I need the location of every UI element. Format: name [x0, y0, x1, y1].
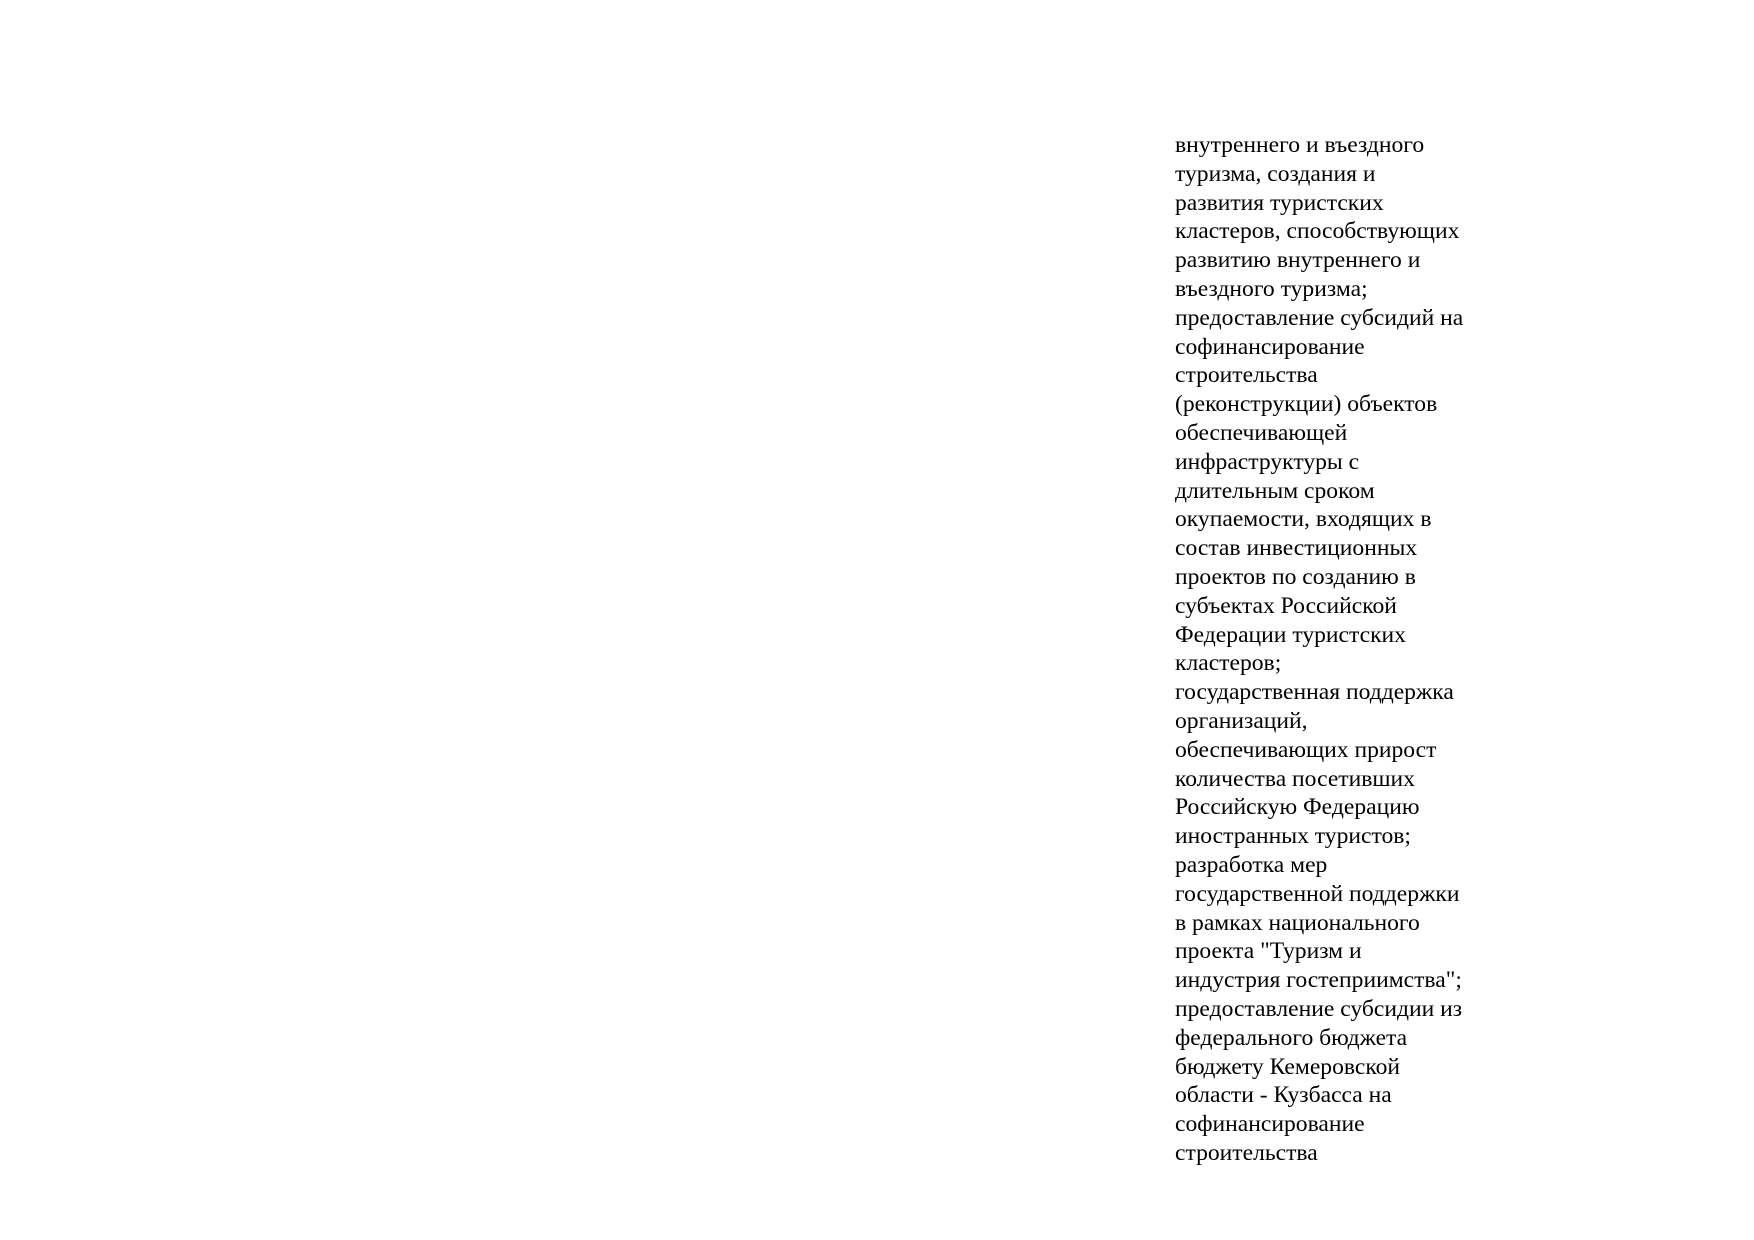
text-line: строительства [1175, 1139, 1318, 1166]
text-line: развития туристских [1175, 189, 1384, 216]
text-line: бюджету Кемеровской [1175, 1053, 1401, 1080]
text-line: кластеров, способствующих [1175, 218, 1460, 245]
text-line: софинансирование [1175, 333, 1365, 360]
text-line: обеспечивающих прирост [1175, 736, 1437, 763]
text-line: внутреннего и въездного [1175, 132, 1425, 158]
text-line: области - Кузбасса на [1175, 1082, 1392, 1109]
text-line: проекта "Туризм и [1175, 938, 1362, 965]
text-line: организаций, [1175, 707, 1308, 734]
text-line: индустрия гостеприимства"; [1175, 967, 1462, 994]
text-line: государственной поддержки [1175, 880, 1460, 907]
text-line: в рамках национального [1175, 909, 1420, 936]
text-line: въездного туризма; [1175, 275, 1368, 302]
text-line: разработка мер [1175, 851, 1328, 878]
text-line: строительства [1175, 362, 1318, 389]
text-column [1175, 131, 1463, 1168]
text-line: софинансирование [1175, 1111, 1365, 1138]
text-line: федерального бюджета [1175, 1024, 1408, 1051]
text-line: Федерации туристских [1175, 621, 1406, 648]
text-line: государственная поддержка [1175, 679, 1454, 706]
text-line: предоставление субсидий на [1175, 304, 1464, 331]
text-line: обеспечивающей [1175, 419, 1348, 446]
text-line: состав инвестиционных [1175, 535, 1418, 562]
text-line: Российскую Федерацию [1175, 794, 1420, 821]
text-line: иностранных туристов; [1175, 823, 1411, 850]
text-line: туризма, создания и [1175, 160, 1376, 187]
text-line: длительным сроком [1175, 477, 1375, 504]
text-line: субъектах Российской [1175, 592, 1397, 619]
text-line: проектов по созданию в [1175, 563, 1416, 590]
text-line: развитию внутреннего и [1175, 247, 1421, 274]
text-line: кластеров; [1175, 650, 1282, 677]
text-line: окупаемости, входящих в [1175, 506, 1432, 533]
text-line: (реконструкции) объектов [1175, 391, 1438, 418]
text-line: предоставление субсидии из [1175, 995, 1463, 1022]
text-line: инфраструктуры с [1175, 448, 1360, 475]
text-line: количества посетивших [1175, 765, 1415, 792]
